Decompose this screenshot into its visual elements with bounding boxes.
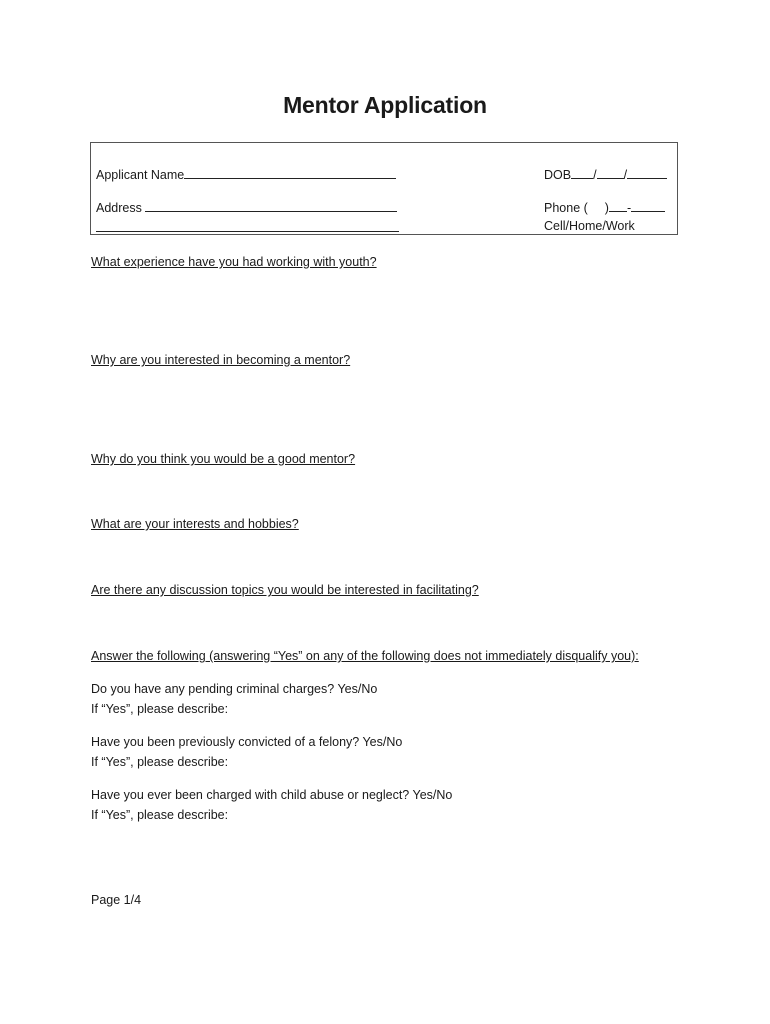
- followup-child-abuse: If “Yes”, please describe:: [91, 808, 229, 822]
- address-line-2-field[interactable]: [96, 229, 399, 232]
- question-felony: Have you been previously convicted of a felony? Yes/No: [91, 735, 403, 749]
- address-label: Address: [96, 201, 142, 215]
- question-interests-hobbies: What are your interests and hobbies?: [91, 517, 299, 531]
- dob-label: DOB: [544, 168, 572, 182]
- followup-pending-charges: If “Yes”, please describe:: [91, 702, 229, 716]
- applicant-info-box: [90, 142, 678, 235]
- dob-month-field[interactable]: [571, 166, 593, 179]
- applicant-name-field[interactable]: [184, 166, 396, 179]
- dob-slash-1: /: [593, 168, 597, 182]
- dob-slash-2: /: [623, 168, 628, 182]
- question-why-mentor: Why are you interested in becoming a mentor?: [91, 353, 351, 367]
- address-line-1-field[interactable]: [145, 199, 397, 212]
- dob-row: [544, 166, 667, 182]
- address-line-2-row: [96, 221, 399, 235]
- page-number: Page 1/4: [91, 893, 142, 907]
- phone-types: Cell/Home/Work: [544, 219, 635, 233]
- phone-row: [544, 199, 665, 215]
- question-discussion-topics: Are there any discussion topics you would be interested in facilitating?: [91, 583, 479, 597]
- phone-number-field[interactable]: [631, 199, 665, 212]
- phone-dash: -: [626, 201, 632, 215]
- page-title: Mentor Application: [283, 92, 487, 118]
- question-youth-experience: What experience have you had working with youth?: [91, 255, 377, 269]
- address-row: [96, 199, 397, 215]
- applicant-name-row: [96, 166, 396, 182]
- dob-year-field[interactable]: [627, 166, 667, 179]
- dob-day-field[interactable]: [597, 166, 624, 179]
- answer-following-instructions: Answer the following (answering “Yes” on any of the following does not immediately disqualify you):: [91, 649, 639, 663]
- question-child-abuse: Have you ever been charged with child abuse or neglect? Yes/No: [91, 788, 453, 802]
- followup-felony: If “Yes”, please describe:: [91, 755, 229, 769]
- question-good-mentor: Why do you think you would be a good mentor?: [91, 452, 356, 466]
- phone-prefix-field[interactable]: [609, 199, 627, 212]
- phone-label: Phone (: [544, 201, 588, 215]
- phone-close-paren: ): [604, 201, 609, 215]
- applicant-name-label: Applicant Name: [96, 168, 185, 182]
- question-pending-charges: Do you have any pending criminal charges? Yes/No: [91, 682, 378, 696]
